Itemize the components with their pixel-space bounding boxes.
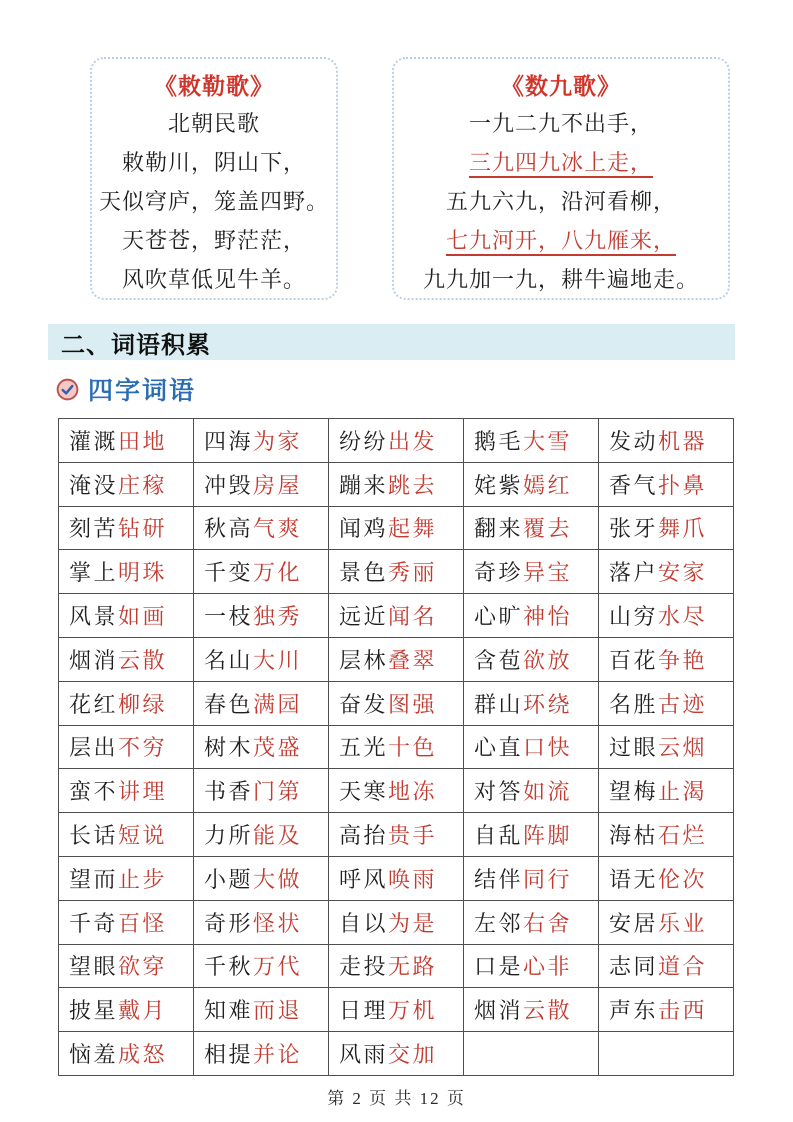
idiom-black-part: 海枯 xyxy=(609,823,659,849)
idiom-black-part: 远近 xyxy=(339,604,389,630)
idiom-cell xyxy=(329,419,464,463)
idiom-cell xyxy=(194,550,329,594)
idiom-cell xyxy=(194,725,329,769)
idiom-red-part: 嫣红 xyxy=(523,472,573,498)
idiom-red-part: 大雪 xyxy=(523,428,573,454)
idiom-cell xyxy=(59,550,194,594)
idiom-black-part: 张牙 xyxy=(609,516,659,542)
idiom-black-part: 披星 xyxy=(69,998,119,1024)
idiom-black-part: 语无 xyxy=(609,866,659,892)
idiom-black-part: 左邻 xyxy=(474,910,524,936)
idiom-red-part: 柳绿 xyxy=(118,691,168,717)
check-circle-icon xyxy=(56,378,79,401)
idiom-cell xyxy=(464,594,599,638)
idiom-black-part: 千变 xyxy=(204,560,254,586)
idiom-black-part: 百花 xyxy=(609,647,659,673)
idiom-red-part: 心非 xyxy=(523,954,573,980)
idiom-cell xyxy=(329,813,464,857)
poem-title: 《数九歌》 xyxy=(501,74,621,99)
idiom-cell xyxy=(59,900,194,944)
idiom-red-part: 田地 xyxy=(118,428,168,454)
idiom-cell xyxy=(464,725,599,769)
section-title: 二、词语积累 xyxy=(61,331,211,359)
idiom-cell xyxy=(59,769,194,813)
idiom-black-part: 山穷 xyxy=(609,604,659,630)
poem-lines xyxy=(394,104,728,299)
idiom-black-part: 名胜 xyxy=(609,691,659,717)
idiom-red-part: 止步 xyxy=(118,866,168,892)
idiom-black-part: 鹅毛 xyxy=(474,428,524,454)
idiom-black-part: 结伴 xyxy=(474,866,524,892)
idiom-red-part: 万机 xyxy=(388,998,438,1024)
idiom-cell xyxy=(59,594,194,638)
idiom-cell xyxy=(599,637,734,681)
idiom-black-part: 烟消 xyxy=(69,647,119,673)
idiom-black-part: 心直 xyxy=(474,735,524,761)
idiom-black-part: 天寒 xyxy=(339,779,389,805)
idiom-black-part: 千秋 xyxy=(204,954,254,980)
poem-card-chilege xyxy=(90,57,338,300)
poem-card-shujiuge xyxy=(392,57,730,300)
poem-line: 七九河开，八九雁来， xyxy=(445,228,676,253)
idiom-red-part: 同行 xyxy=(523,866,573,892)
idiom-cell xyxy=(194,681,329,725)
idiom-cell xyxy=(194,594,329,638)
idiom-red-part: 异宝 xyxy=(523,560,573,586)
idiom-red-part: 击西 xyxy=(658,998,708,1024)
poem-line: 九九加一九，耕牛遍地走。 xyxy=(422,267,699,292)
idiom-cell xyxy=(329,856,464,900)
idiom-red-part: 环绕 xyxy=(523,691,573,717)
idiom-black-part: 层出 xyxy=(69,735,119,761)
idiom-cell xyxy=(599,419,734,463)
idiom-cell xyxy=(464,944,599,988)
idiom-cell xyxy=(599,813,734,857)
idiom-black-part: 四海 xyxy=(204,428,254,454)
idiom-red-part: 舞爪 xyxy=(658,516,708,542)
idiom-cell xyxy=(194,1032,329,1076)
idiom-cell xyxy=(59,1032,194,1076)
table-row xyxy=(59,769,734,813)
poem-lines xyxy=(92,104,336,299)
table-row xyxy=(59,944,734,988)
idiom-red-part: 无路 xyxy=(388,954,438,980)
idiom-cell xyxy=(194,462,329,506)
poem-line: 风吹草低见牛羊。 xyxy=(121,267,306,292)
idiom-cell xyxy=(59,681,194,725)
idiom-red-part: 房屋 xyxy=(253,472,303,498)
idiom-cell xyxy=(59,506,194,550)
idiom-cell xyxy=(599,594,734,638)
idiom-red-part: 能及 xyxy=(253,823,303,849)
table-row xyxy=(59,550,734,594)
idiom-black-part: 姹紫 xyxy=(474,472,524,498)
idiom-red-part: 气爽 xyxy=(253,516,303,542)
idiom-cell xyxy=(194,637,329,681)
idiom-cell xyxy=(464,506,599,550)
table-row xyxy=(59,681,734,725)
idiom-black-part: 对答 xyxy=(474,779,524,805)
idiom-cell xyxy=(194,506,329,550)
idiom-red-part: 独秀 xyxy=(253,604,303,630)
idiom-cell xyxy=(329,550,464,594)
idiom-red-part: 怪状 xyxy=(253,910,303,936)
idiom-black-part: 闻鸡 xyxy=(339,516,389,542)
poem-line: 天似穹庐，笼盖四野。 xyxy=(98,189,329,214)
idiom-table xyxy=(58,418,734,1076)
idiom-red-part: 覆去 xyxy=(523,516,573,542)
table-row xyxy=(59,419,734,463)
idiom-cell xyxy=(599,725,734,769)
idiom-cell xyxy=(464,769,599,813)
table-row xyxy=(59,725,734,769)
idiom-black-part: 纷纷 xyxy=(339,428,389,454)
idiom-red-part: 庄稼 xyxy=(118,472,168,498)
idiom-black-part: 口是 xyxy=(474,954,524,980)
table-row xyxy=(59,856,734,900)
idiom-black-part: 五光 xyxy=(339,735,389,761)
idiom-red-part: 不穷 xyxy=(118,735,168,761)
idiom-black-part: 知难 xyxy=(204,998,254,1024)
idiom-black-part: 树木 xyxy=(204,735,254,761)
idiom-cell xyxy=(194,856,329,900)
idiom-red-part: 出发 xyxy=(388,428,438,454)
idiom-cell xyxy=(329,944,464,988)
idiom-cell xyxy=(194,769,329,813)
idiom-black-part: 淹没 xyxy=(69,472,119,498)
idiom-red-part: 交加 xyxy=(388,1042,438,1068)
idiom-cell xyxy=(329,725,464,769)
idiom-black-part: 烟消 xyxy=(474,998,524,1024)
idiom-red-part: 图强 xyxy=(388,691,438,717)
idiom-cell xyxy=(329,900,464,944)
idiom-black-part: 望眼 xyxy=(69,954,119,980)
idiom-black-part: 掌上 xyxy=(69,560,119,586)
idiom-black-part: 层林 xyxy=(339,647,389,673)
idiom-cell xyxy=(464,856,599,900)
idiom-red-part: 为家 xyxy=(253,428,303,454)
idiom-black-part: 香气 xyxy=(609,472,659,498)
idiom-red-part: 茂盛 xyxy=(253,735,303,761)
idiom-black-part: 安居 xyxy=(609,910,659,936)
idiom-red-part: 门第 xyxy=(253,779,303,805)
idiom-red-part: 道合 xyxy=(658,954,708,980)
poem-line: 五九六九，沿河看柳， xyxy=(445,189,676,214)
idiom-black-part: 高抬 xyxy=(339,823,389,849)
idiom-cell xyxy=(59,944,194,988)
idiom-red-part: 秀丽 xyxy=(388,560,438,586)
idiom-red-part: 云散 xyxy=(118,647,168,673)
idiom-black-part: 蛮不 xyxy=(69,779,119,805)
idiom-red-part: 叠翠 xyxy=(388,647,438,673)
idiom-black-part: 刻苦 xyxy=(69,516,119,542)
idiom-red-part: 起舞 xyxy=(388,516,438,542)
idiom-cell xyxy=(329,1032,464,1076)
subsection-header xyxy=(56,372,196,406)
idiom-cell xyxy=(329,594,464,638)
idiom-red-part: 讲理 xyxy=(118,779,168,805)
idiom-cell xyxy=(329,506,464,550)
idiom-cell xyxy=(59,462,194,506)
table-row xyxy=(59,637,734,681)
idiom-black-part: 过眼 xyxy=(609,735,659,761)
idiom-cell xyxy=(329,681,464,725)
idiom-red-part: 水尽 xyxy=(658,604,708,630)
idiom-cell xyxy=(599,462,734,506)
idiom-black-part: 日理 xyxy=(339,998,389,1024)
idiom-black-part: 奇珍 xyxy=(474,560,524,586)
empty-cell xyxy=(464,1032,599,1076)
idiom-cell xyxy=(59,637,194,681)
idiom-cell xyxy=(599,506,734,550)
idiom-cell xyxy=(329,462,464,506)
poem-line: 天苍苍，野茫茫， xyxy=(121,228,306,253)
idiom-black-part: 冲毁 xyxy=(204,472,254,498)
idiom-cell xyxy=(464,637,599,681)
idiom-red-part: 安家 xyxy=(658,560,708,586)
idiom-black-part: 千奇 xyxy=(69,910,119,936)
idiom-cell xyxy=(59,813,194,857)
idiom-black-part: 景色 xyxy=(339,560,389,586)
idiom-black-part: 风景 xyxy=(69,604,119,630)
idiom-cell xyxy=(194,419,329,463)
idiom-cell xyxy=(329,769,464,813)
idiom-cell xyxy=(599,900,734,944)
idiom-red-part: 万代 xyxy=(253,954,303,980)
idiom-black-part: 名山 xyxy=(204,647,254,673)
idiom-red-part: 欲穿 xyxy=(118,954,168,980)
idiom-cell xyxy=(59,988,194,1032)
idiom-black-part: 灌溉 xyxy=(69,428,119,454)
idiom-black-part: 心旷 xyxy=(474,604,524,630)
table-row xyxy=(59,462,734,506)
idiom-red-part: 万化 xyxy=(253,560,303,586)
idiom-cell xyxy=(599,769,734,813)
idiom-red-part: 贵手 xyxy=(388,823,438,849)
idiom-cell xyxy=(464,681,599,725)
idiom-red-part: 大做 xyxy=(253,866,303,892)
idiom-cell xyxy=(464,462,599,506)
idiom-black-part: 风雨 xyxy=(339,1042,389,1068)
idiom-black-part: 奋发 xyxy=(339,691,389,717)
idiom-black-part: 望梅 xyxy=(609,779,659,805)
page-footer: 第 2 页 共 12 页 xyxy=(327,1089,466,1108)
poem-line: 敕勒川，阴山下， xyxy=(121,150,306,175)
idiom-black-part: 翻来 xyxy=(474,516,524,542)
idiom-red-part: 明珠 xyxy=(118,560,168,586)
idiom-black-part: 志同 xyxy=(609,954,659,980)
idiom-black-part: 力所 xyxy=(204,823,254,849)
idiom-black-part: 声东 xyxy=(609,998,659,1024)
table-row xyxy=(59,1032,734,1076)
idiom-black-part: 秋高 xyxy=(204,516,254,542)
poem-title: 《敕勒歌》 xyxy=(154,74,274,99)
idiom-black-part: 含苞 xyxy=(474,647,524,673)
idiom-red-part: 戴月 xyxy=(118,998,168,1024)
idiom-black-part: 呼风 xyxy=(339,866,389,892)
idiom-cell xyxy=(59,856,194,900)
idiom-cell xyxy=(329,637,464,681)
idiom-cell xyxy=(599,856,734,900)
idiom-black-part: 小题 xyxy=(204,866,254,892)
idiom-red-part: 满园 xyxy=(253,691,303,717)
idiom-black-part: 自乱 xyxy=(474,823,524,849)
idiom-black-part: 群山 xyxy=(474,691,524,717)
idiom-red-part: 成怒 xyxy=(118,1042,168,1068)
idiom-red-part: 大川 xyxy=(253,647,303,673)
poem-line: 北朝民歌 xyxy=(167,111,260,136)
idiom-red-part: 扑鼻 xyxy=(658,472,708,498)
idiom-red-part: 止渴 xyxy=(658,779,708,805)
idiom-red-part: 地冻 xyxy=(388,779,438,805)
idiom-black-part: 春色 xyxy=(204,691,254,717)
idiom-red-part: 闻名 xyxy=(388,604,438,630)
idiom-red-part: 石烂 xyxy=(658,823,708,849)
poem-line: 一九二九不出手， xyxy=(468,111,653,136)
poem-line: 三九四九冰上走， xyxy=(468,150,653,175)
idiom-black-part: 奇形 xyxy=(204,910,254,936)
idiom-black-part: 自以 xyxy=(339,910,389,936)
idiom-red-part: 云散 xyxy=(523,998,573,1024)
table-row xyxy=(59,506,734,550)
idiom-red-part: 古迹 xyxy=(658,691,708,717)
idiom-black-part: 发动 xyxy=(609,428,659,454)
idiom-cell xyxy=(599,681,734,725)
table-row xyxy=(59,988,734,1032)
section-header-band xyxy=(48,324,735,360)
empty-cell xyxy=(599,1032,734,1076)
idiom-black-part: 恼羞 xyxy=(69,1042,119,1068)
subsection-title: 四字词语 xyxy=(88,378,197,405)
idiom-red-part: 神怡 xyxy=(523,604,573,630)
idiom-red-part: 乐业 xyxy=(658,910,708,936)
idiom-cell xyxy=(464,813,599,857)
idiom-black-part: 书香 xyxy=(204,779,254,805)
idiom-red-part: 跳去 xyxy=(388,472,438,498)
idiom-black-part: 花红 xyxy=(69,691,119,717)
table-row xyxy=(59,813,734,857)
idiom-cell xyxy=(464,419,599,463)
idiom-red-part: 如画 xyxy=(118,604,168,630)
idiom-red-part: 欲放 xyxy=(523,647,573,673)
idiom-cell xyxy=(464,900,599,944)
idiom-cell xyxy=(464,988,599,1032)
idiom-red-part: 唤雨 xyxy=(388,866,438,892)
idiom-red-part: 十色 xyxy=(388,735,438,761)
idiom-red-part: 伦次 xyxy=(658,866,708,892)
idiom-red-part: 而退 xyxy=(253,998,303,1024)
table-row xyxy=(59,594,734,638)
idiom-cell xyxy=(59,419,194,463)
idiom-cell xyxy=(329,988,464,1032)
idiom-red-part: 云烟 xyxy=(658,735,708,761)
idiom-red-part: 右舍 xyxy=(523,910,573,936)
table-row xyxy=(59,900,734,944)
idiom-black-part: 相提 xyxy=(204,1042,254,1068)
idiom-black-part: 长话 xyxy=(69,823,119,849)
idiom-cell xyxy=(194,813,329,857)
idiom-red-part: 如流 xyxy=(523,779,573,805)
idiom-red-part: 为是 xyxy=(388,910,438,936)
idiom-red-part: 机器 xyxy=(658,428,708,454)
idiom-red-part: 短说 xyxy=(118,823,168,849)
idiom-black-part: 走投 xyxy=(339,954,389,980)
idiom-cell xyxy=(59,725,194,769)
idiom-cell xyxy=(194,988,329,1032)
idiom-black-part: 一枝 xyxy=(204,604,254,630)
idiom-cell xyxy=(599,944,734,988)
idiom-black-part: 蹦来 xyxy=(339,472,389,498)
idiom-black-part: 望而 xyxy=(69,866,119,892)
idiom-cell xyxy=(194,944,329,988)
idiom-cell xyxy=(464,550,599,594)
idiom-red-part: 争艳 xyxy=(658,647,708,673)
idiom-red-part: 并论 xyxy=(253,1042,303,1068)
idiom-red-part: 阵脚 xyxy=(523,823,573,849)
idiom-black-part: 落户 xyxy=(609,560,659,586)
idiom-cell xyxy=(194,900,329,944)
idiom-red-part: 口快 xyxy=(523,735,573,761)
idiom-cell xyxy=(599,550,734,594)
idiom-red-part: 百怪 xyxy=(118,910,168,936)
idiom-cell xyxy=(599,988,734,1032)
idiom-red-part: 钻研 xyxy=(118,516,168,542)
